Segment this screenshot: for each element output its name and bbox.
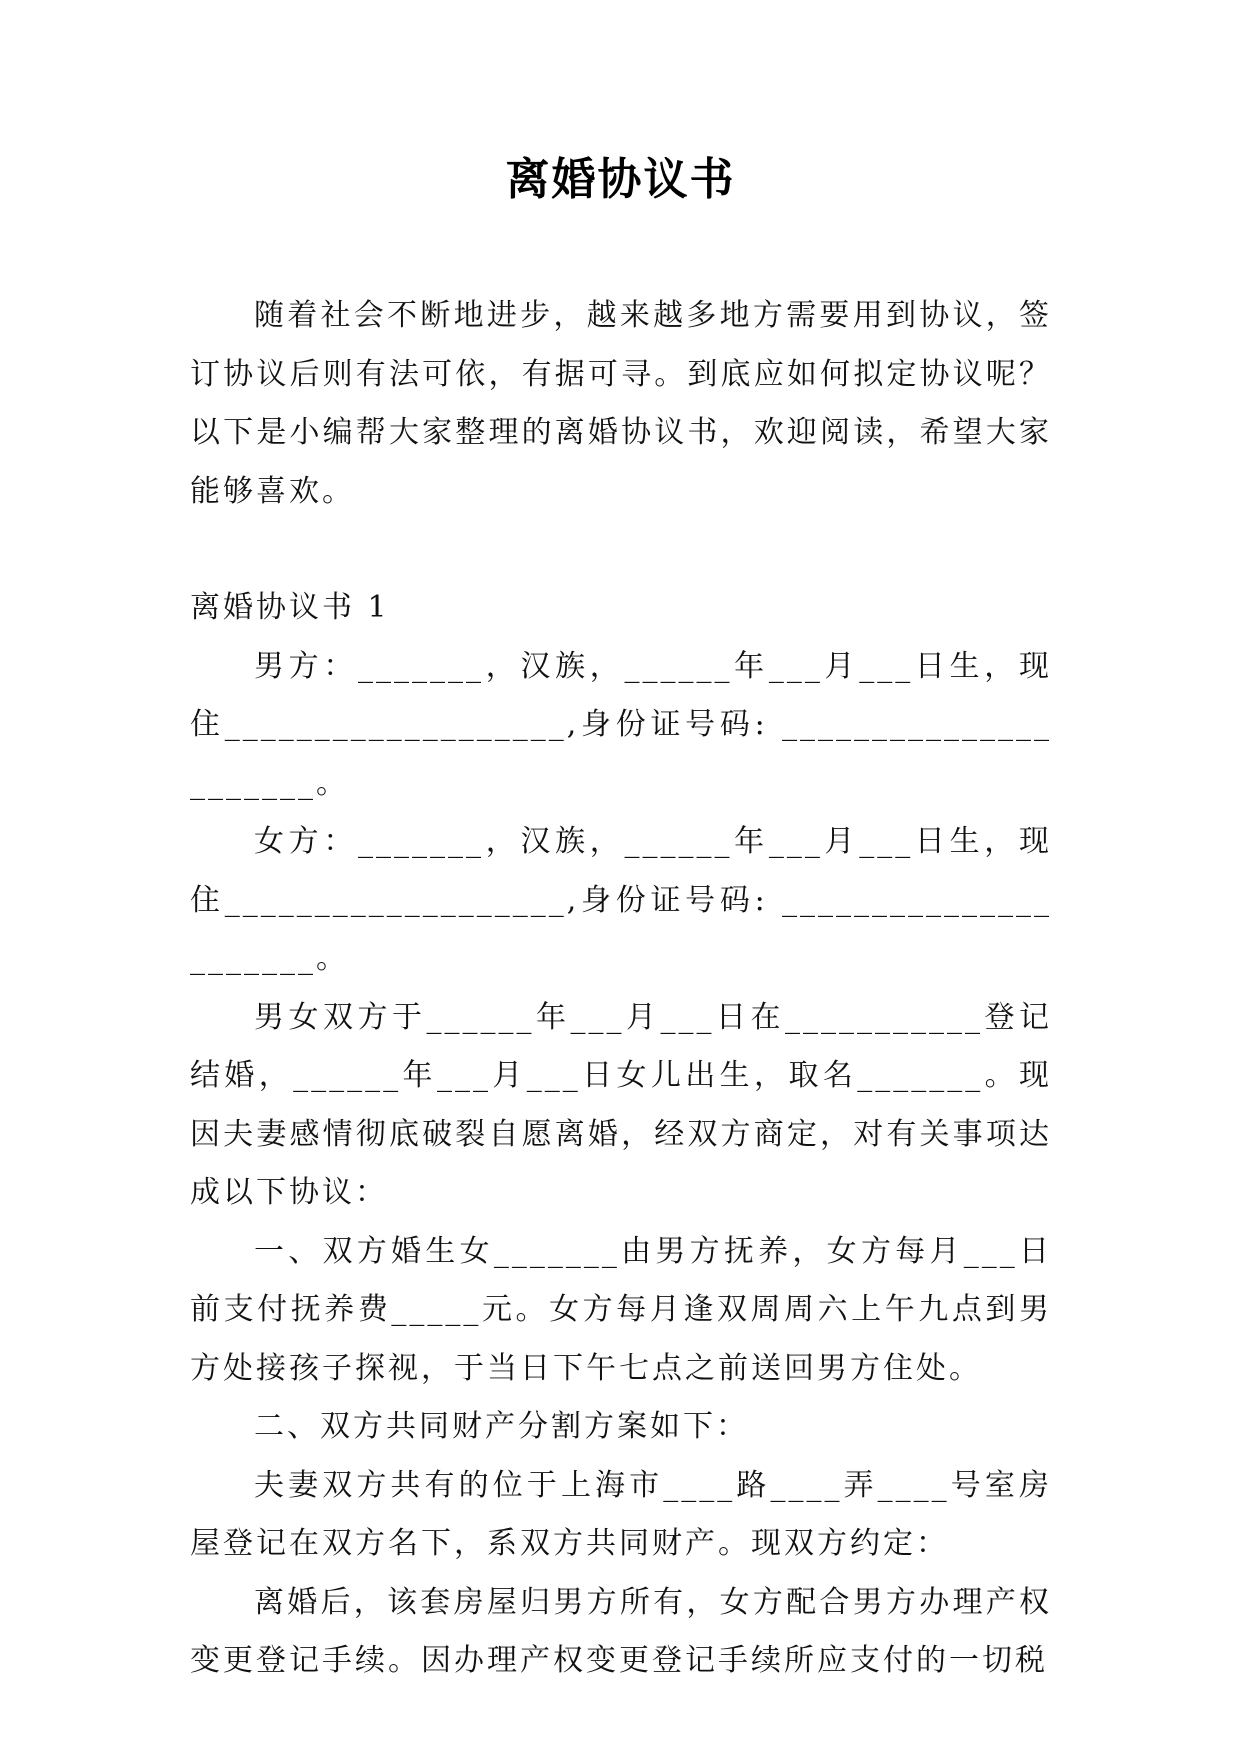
female-party-paragraph: 女方：_______，汉族，______年___月___日生，现住___________________,身份证号码: ______________________。 xyxy=(190,824,1052,976)
paragraph-gap xyxy=(190,521,1052,579)
clause-property-heading: 二、双方共同财产分割方案如下： xyxy=(254,1409,749,1444)
intro-paragraph: 随着社会不断地进步，越来越多地方需要用到协议，签订协议后则有法可依，有据可寻。到底应如何拟定协议呢？以下是小编帮大家整理的离婚协议书，欢迎阅读，希望大家能够喜欢。 xyxy=(190,298,1052,509)
property-arrangement-paragraph: 离婚后，该套房屋归男方所有，女方配合男方办理产权变更登记手续。因办理产权变更登记手续所应支付的一切税 xyxy=(190,1584,1052,1678)
male-party-paragraph: 男方：_______，汉族，______年___月___日生，现住___________________,身份证号码: ______________________。 xyxy=(190,648,1052,801)
document-title: 离婚协议书 xyxy=(505,154,736,205)
clause-custody-paragraph: 一、双方婚生女_______由男方抚养，女方每月___日前支付抚养费_____元。女方每月逢双周周六上午九点到男方处接孩子探视，于当日下午七点之前送回男方住处。 xyxy=(190,1233,1052,1386)
property-description-paragraph: 夫妻双方共有的位于上海市____路____弄____号室房屋登记在双方名下，系双方共同财产。现双方约定： xyxy=(190,1467,1052,1561)
marriage-info-paragraph: 男女双方于______年___月___日在___________登记结婚，______年___月___日女儿出生，取名_______。现因夫妻感情彻底破裂自愿离婚，经双方商定，对有关事项达成以下协议： xyxy=(190,999,1052,1210)
section-heading: 离婚协议书 1 xyxy=(190,590,390,625)
document-body xyxy=(190,287,1052,1691)
